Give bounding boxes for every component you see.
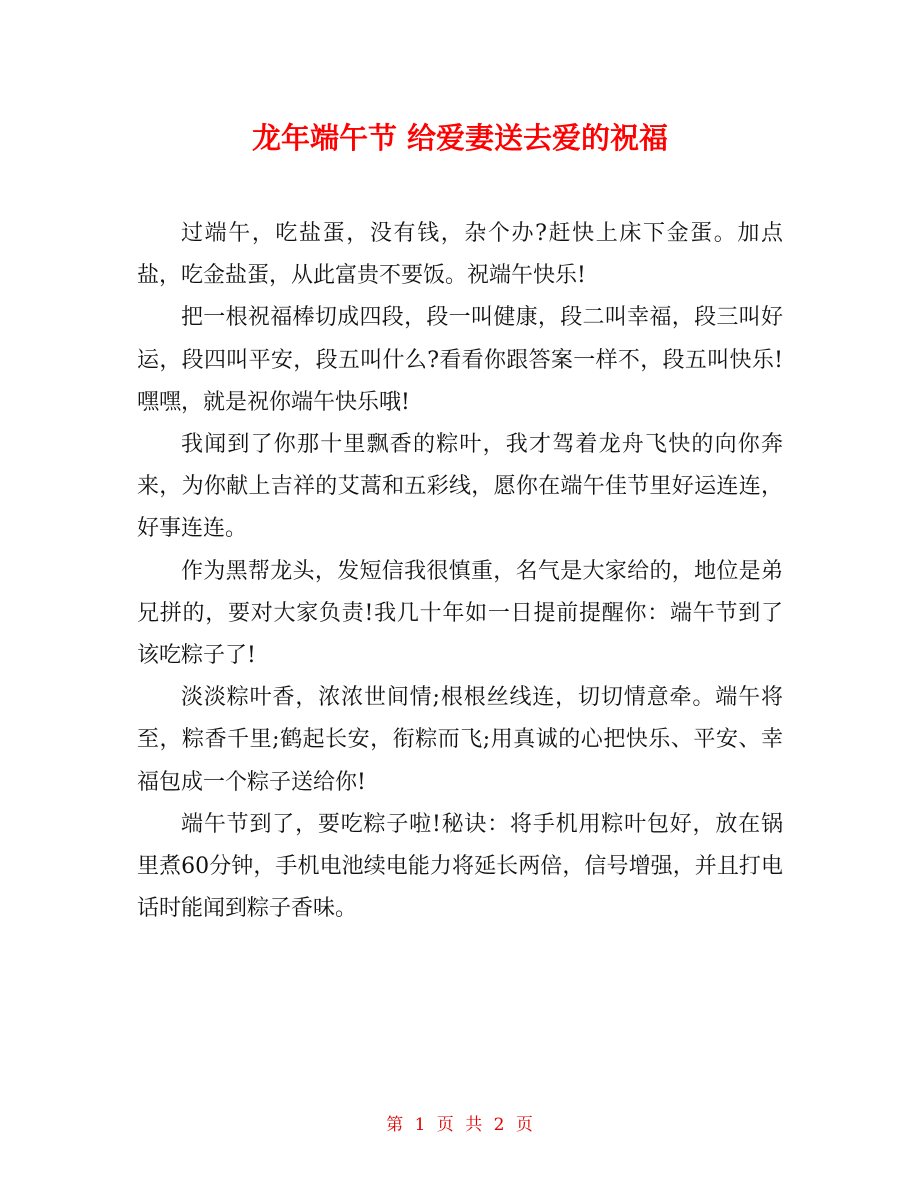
document-title: 龙年端午节 给爱妻送去爱的祝福 (251, 121, 669, 155)
paragraph: 我闻到了你那十里飘香的粽叶，我才驾着龙舟飞快的向你奔来，为你献上吉祥的艾蒿和五彩线，愿你在端午佳节里好运连连，好事连连。 (137, 432, 783, 542)
paragraph: 作为黑帮龙头，发短信我很慎重，名气是大家给的，地位是弟兄拼的，要对大家负责!我几十年如一日提前提醒你：端午节到了该吃粽子了! (137, 558, 783, 669)
paragraph: 把一根祝福棒切成四段，段一叫健康，段二叫幸福，段三叫好运，段四叫平安，段五叫什么?看看你跟答案一样不，段五叫快乐!嘿嘿，就是祝你端午快乐哦! (137, 305, 783, 415)
paragraph: 淡淡粽叶香，浓浓世间情;根根丝线连，切切情意牵。端午将至，粽香千里;鹤起长安，衔粽而飞;用真诚的心把快乐、平安、幸福包成一个粽子送给你! (137, 685, 783, 795)
page-number-footer: 第 1 页 共 2 页 (386, 1115, 534, 1135)
document-body (137, 213, 783, 930)
paragraph: 过端午，吃盐蛋，没有钱，杂个办?赶快上床下金蛋。加点盐，吃金盐蛋，从此富贵不要饭。祝端午快乐! (137, 221, 783, 289)
paragraph: 端午节到了，要吃粽子啦!秘诀：将手机用粽叶包好，放在锅里煮60分钟，手机电池续电能力将延长两倍，信号增强，并且打电话时能闻到粽子香味。 (137, 811, 783, 922)
